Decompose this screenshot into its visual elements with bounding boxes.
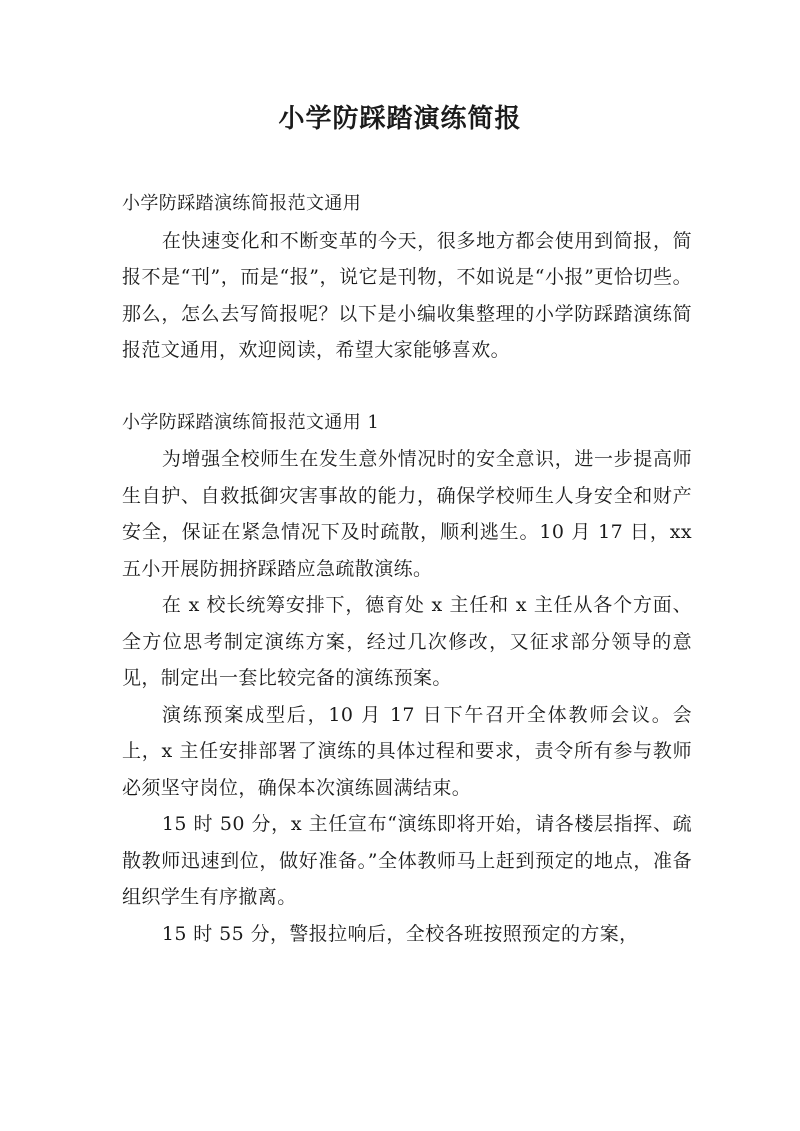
paragraph: 演练预案成型后，10 月 17 日下午召开全体教师会议。会上，x 主任安排部署了演练的具体过程和要求，责令所有参与教师必须坚守岗位，确保本次演练圆满结束。 <box>122 703 692 799</box>
paragraph: 为增强全校师生在发生意外情况时的安全意识，进一步提高师生自护、自救抵御灾害事故的能力，确保学校师生人身安全和财产安全，保证在紧急情况下及时疏散，顺利逃生。10 月 17 日，xx 五小开展防拥挤踩踏应急疏散演练。 <box>122 448 692 580</box>
intro-paragraph: 在快速变化和不断变革的今天，很多地方都会使用到简报，简报不是“刊”，而是“报”，说它是刊物，不如说是“小报”更恰切些。那么，怎么去写简报呢？以下是小编收集整理的小学防踩踏演练简报范文通用，欢迎阅读，希望大家能够喜欢。 <box>122 229 692 361</box>
document-body <box>122 186 692 952</box>
paragraph: 15 时 50 分，x 主任宣布“演练即将开始，请各楼层指挥、疏散教师迅速到位，做好准备。”全体教师马上赶到预定的地点，准备组织学生有序撤离。 <box>122 813 692 908</box>
section1-heading: 小学防踩踏演练简报范文通用 1 <box>122 411 380 433</box>
document-title: 小学防踩踏演练简报 <box>278 104 522 134</box>
paragraph: 在 x 校长统筹安排下，德育处 x 主任和 x 主任从各个方面、全方位思考制定演练方案，经过几次修改，又征求部分领导的意见，制定出一套比较完备的演练预案。 <box>122 594 692 689</box>
intro-heading: 小学防踩踏演练简报范文通用 <box>122 193 362 214</box>
section-spacer <box>122 369 692 405</box>
paragraph: 15 时 55 分，警报拉响后，全校各班按照预定的方案， <box>161 922 639 945</box>
